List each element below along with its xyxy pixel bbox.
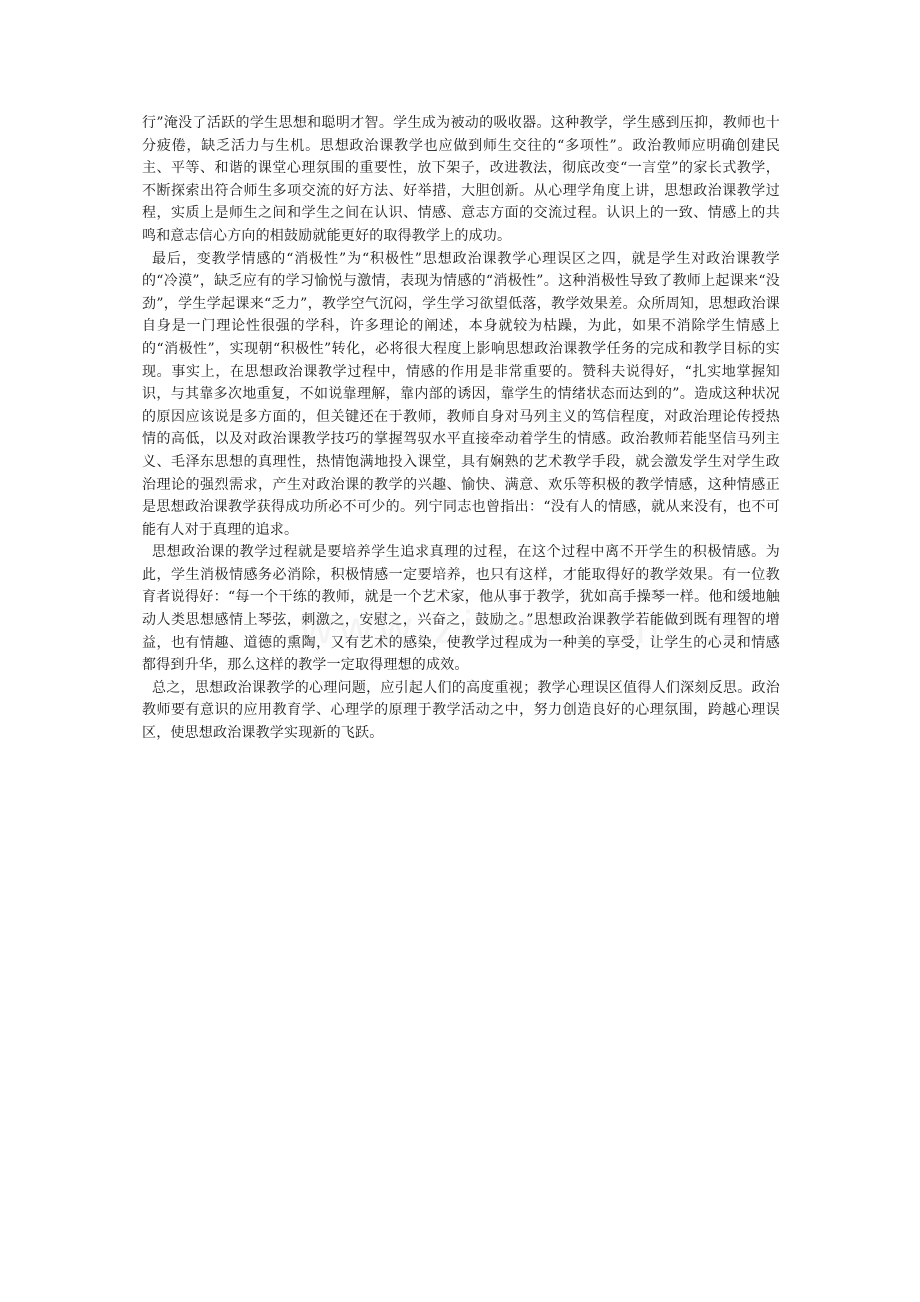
paragraph-conclusion: 总之，思想政治课教学的心理问题，应引起人们的高度重视；教学心理误区值得人们深刻反思。政治教师要有意识的应用教育学、心理学的原理于教学活动之中，努力创造良好的心理氛围，跨越心理误区，使思想政治课教学实现新的飞跃。	[142, 679, 780, 742]
paragraph-continuation: 行”淹没了活跃的学生思想和聪明才智。学生成为被动的吸收器。这种教学，学生感到压抑，教师也十分疲倦，缺乏活力与生机。思想政治课教学也应做到师生交往的“多项性”。政治教师应明确创建民主、平等、和谐的课堂心理氛围的重要性，放下架子，改进教法，彻底改变“一言堂”的家长式教学，不断探索出符合师生多项交流的好方法、好举措，大胆创新。从心理学角度上讲，思想政治课教学过程，实质上是师生之间和学生之间在认识、情感、意志方面的交流过程。认识上的一致、情感上的共鸣和意志信心方向的相鼓励就能更好的取得教学上的成功。	[142, 115, 780, 244]
paragraph-emotional-positivity: 最后，变教学情感的“消极性”为“积极性”思想政治课教学心理误区之四，就是学生对政治课教学的“冷漠”，缺乏应有的学习愉悦与激情，表现为情感的“消极性”。这种消极性导致了教师上起课来“没劲”，学生学起课来“乏力”，教学空气沉闷，学生学习欲望低落，教学效果差。众所周知，思想政治课自身是一门理论性很强的学科，许多理论的阐述，本身就较为枯躁，为此，如果不消除学生情感上的“消极性”，实现朝“积极性”转化，必将很大程度上影响思想政治课教学任务的完成和教学目标的实现。事实上，在思想政治课教学过程中，情感的作用是非常重要的。赞科夫说得好，“扎实地掌握知识，与其靠多次地重复，不如说靠理解，靠内部的诱因，靠学生的情绪状态而达到的”。造成这种状况的原因应该说是多方面的，但关键还在于教师，教师自身对马列主义的笃信程度，对政治理论传授热情的高低，以及对政治课教学技巧的掌握驾驭水平直接牵动着学生的情感。政治教师若能坚信马列主义、毛泽东思想的真理性，热情饱满地投入课堂，具有娴熟的艺术教学手段，就会激发学生对学生政治理论的强烈需求，产生对政治课的教学的兴趣、愉快、满意、欢乐等积极的教学情感，这种情感正是思想政治课教学获得成功所必不可少的。列宁同志也曾指出：“没有人的情感，就从来没有，也不可能有人对于真理的追求。	[142, 250, 780, 538]
document-body	[142, 112, 780, 745]
paragraph-pursuit-of-truth: 思想政治课的教学过程就是要培养学生追求真理的过程，在这个过程中离不开学生的积极情感。为此，学生消极情感务必消除，积极情感一定要培养，也只有这样，才能取得好的教学效果。有一位教育者说得好：“每一个干练的教师，就是一个艺术家，他从事于教学，犹如高手操琴一样。他和缓地触动人类思想感情上琴弦，刺激之，安慰之，兴奋之，鼓励之。”思想政治课教学若能做到既有理智的增益，也有情趣、道德的熏陶，又有艺术的感染，使教学过程成为一种美的享受，让学生的心灵和情感都得到升华，那么这样的教学一定取得理想的成效。	[142, 544, 780, 674]
